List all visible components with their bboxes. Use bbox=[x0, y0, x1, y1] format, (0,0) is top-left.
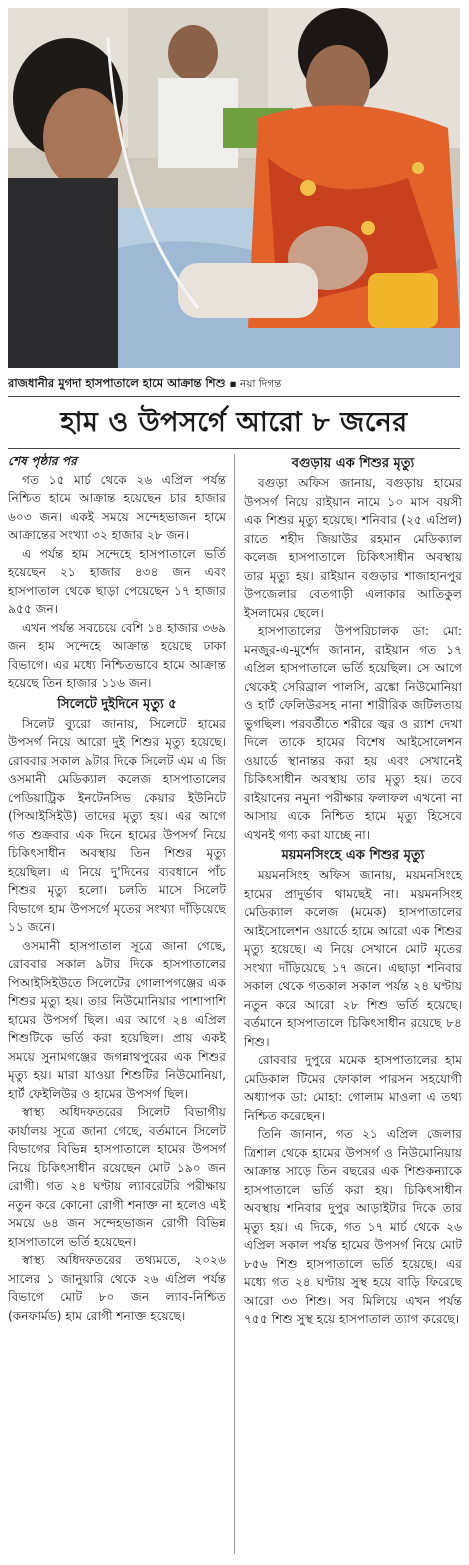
paragraph: সিলেট ব্যুরো জানায়, সিলেটে হামের উপসর্গ নিয়ে আরো দুই শিশুর মৃত্যু হয়েছে। রোববার সকাল ৯টার দিকে সিলেট এম এ জি ওসমানী মেডিক্যাল কলেজ হাসপাতালের পেডিয়াট্রিক ইনটেনসিভ কেয়ার ইউনিটে (পিআইসিইউ) তাদের মৃত্যু হয়। এর আগে গত শুক্রবার এক দিনে হামের উপসর্গ নিয়ে চিকিৎসাধীন অবস্থায় তিন শিশুর মৃত্যু হয়েছিল। এ নিয়ে দু'দিনের ব্যবধানে পাঁচ শিশুর মৃত্যু হলো। চলতি মাসে সিলেট বিভাগে হাম উপসর্গে মৃতের সংখ্যা দাঁড়িয়েছে ১১ জনে। bbox=[8, 716, 226, 934]
paragraph: ওসমানী হাসপাতাল সূত্রে জানা গেছে, রোববার সকাল ৯টার দিকে হাসপাতালের পিআইসিইউতে সিলেটের গোলাপগঞ্জের এক শিশুর মৃত্যু হয়। তার নিউমোনিয়ার পাশাপাশি হামের উপসর্গ ছিল। এর আগে ২৪ এপ্রিল শিশুটিকে ভর্তি করা হয়েছিল। প্রায় একই সময়ে সুনামগঞ্জের জগন্নাথপুরের এক শিশুর মৃত্যু হয়। মারা যাওয়া শিশুটির নিউমোনিয়া, হার্ট ফেইলিউর ও হামের উপসর্গ ছিল। bbox=[8, 938, 226, 1101]
headline: হাম ও উপসর্গে আরো ৮ জনের bbox=[60, 407, 408, 438]
paragraph: গত ১৫ মার্চ থেকে ২৬ এপ্রিল পর্যন্ত নিশ্চিত হামে আক্রান্ত হয়েছেন চার হাজার ৬০৩ জন। একই সময়ে সন্দেহভাজন হামে আক্রান্তের সংখ্যা ৩২ হাজার ২৮ জন। bbox=[8, 472, 226, 542]
paragraph: এ পর্যন্ত হাম সন্দেহে হাসপাতালে ভর্তি হয়েছেন ২১ হাজার ৪৩৪ জন এবং হাসপাতাল থেকে ছাড়া পেয়েছেন ১৭ হাজার ৯৫৫ জন। bbox=[8, 546, 226, 616]
photo-caption bbox=[8, 372, 460, 394]
paragraph: তিনি জানান, গত ২১ এপ্রিল জেলার ত্রিশাল থেকে হামের উপসর্গ ও নিউমোনিয়ায় আক্রান্ত সাড়ে তিন বছরের এক শিশুকন্যাকে হাসপাতালে ভর্তি করা হয়। চিকিৎসাধীন অবস্থায় শনিবার দুপুর আড়াইটার দিকে তার মৃত্যু হয়। এ দিকে, গত ১৭ মার্চ থেকে ২৬ এপ্রিল সকাল পর্যন্ত হামের উপসর্গ নিয়ে মোট ৮৫৬ শিশু হাসপাতালে ভর্তি হয়েছে। এর মধ্যে গত ২৪ ঘণ্টায় সুস্থ হয়ে বাড়ি ফিরেছে আরো ৩৩ শিশু। সব মিলিয়ে এখন পর্যন্ত ৭৫৫ শিশু সুস্থ হয়ে হাসপাতাল ত্যাগ করেছে। bbox=[244, 1127, 462, 1326]
paragraph: রোববার দুপুরে মমেক হাসপাতালের হাম মেডিকাল টিমের ফোকাল পারসন সহযোগী অধ্যাপক ডা: মোহা: গোলাম মাওলা এ তথ্য নিশ্চিত করেছেন। bbox=[244, 1053, 462, 1123]
column-divider bbox=[234, 454, 235, 1554]
continuation-note: শেষ পৃষ্ঠার পর bbox=[8, 454, 77, 468]
caption-source: ▪ নয়া দিগন্ত bbox=[229, 378, 282, 390]
subheading-sylhet: সিলেটে দুইদিনে মৃত্যু ৫ bbox=[57, 696, 177, 712]
subheading-bogura: বগুড়ায় এক শিশুর মৃত্যু bbox=[291, 456, 415, 471]
caption-text: রাজধানীর মুগদা হাসপাতালে হামে আক্রান্ত শিশু bbox=[8, 376, 226, 390]
paragraph: এখন পর্যন্ত সবচেয়ে বেশি ১৪ হাজার ৩৬৯ জন হাম সন্দেহে আক্রান্ত হয়েছে ঢাকা বিভাগে। এর মধ্যে নিশ্চিতভাবে হামে আক্রান্ত হয়েছে তিন হাজার ১১৬ জন। bbox=[8, 620, 226, 690]
right-column bbox=[244, 452, 462, 1560]
left-column bbox=[8, 452, 226, 1560]
news-photo bbox=[8, 8, 460, 368]
paragraph: বগুড়া অফিস জানায়, বগুড়ায় হামের উপসর্গ নিয়ে রাইয়ান নামে ১০ মাস বয়সী এক শিশুর মৃত্যু হয়েছে। শনিবার (২৫ এপ্রিল) রাতে শহীদ জিয়াউর রহমান মেডিক্যাল কলেজ হাসপাতালে চিকিৎসাধীন অবস্থায় তার মৃত্যু হয়। রাইয়ান বগুড়ার শাজাহানপুর উপজেলার বেতগাড়ী এলাকার আতিকুল ইসলামের ছেলে। bbox=[244, 476, 462, 620]
caption-rule bbox=[8, 396, 460, 397]
paragraph: স্বাস্থ্য অধিদফতরের তথ্যমতে, ২০২৬ সালের ১ জানুয়ারি থেকে ২৬ এপ্রিল পর্যন্ত বিভাগে মোট ৮০ জন ল্যাব-নিশ্চিত (কনফার্মড) হাম রোগী শনাক্ত হয়েছে। bbox=[8, 1253, 226, 1323]
subheading-mymensingh: ময়মনসিংহে এক শিশুর মৃত্যু bbox=[281, 848, 425, 863]
paragraph: ময়মনসিংহ অফিস জানায়, ময়মনসিংহে হামের প্রাদুর্ভাব থামছেই না। ময়মনসিংহ মেডিক্যাল কলেজ (মমেক) হাসপাতালের আইসোলেশন ওয়ার্ডে হামে আরো এক শিশুর মৃত্যু হয়েছে। এ নিয়ে সেখানে মোট মৃতের সংখ্যা দাঁড়িয়েছে ১৭ জনে। এছাড়া শনিবার সকাল থেকে গতকাল সকাল পর্যন্ত ২৪ ঘণ্টায় নতুন করে আরো ২৮ শিশু ভর্তি হয়েছে। বর্তমানে হাসপাতালে চিকিৎসাধীন রয়েছে ৮৪ শিশু। bbox=[244, 868, 462, 1049]
headline-rule bbox=[8, 448, 460, 449]
paragraph: হাসপাতালের উপপরিচালক ডা: মো: মনজুর-এ-মুর্শেদ জানান, রাইয়ান গত ১৭ এপ্রিল হাসপাতালে ভর্তি হয়েছিল। সে আগে থেকেই সেরিব্রাল পালসি, ব্রঙ্কো নিউমোনিয়া ও হার্ট ফেলিউরসহ নানা শারীরিক জটিলতায় ভুগছিল। পরবর্তীতে শরীরে জ্বর ও র‍্যাশ দেখা দিলে তাকে হামের বিশেষ আইসোলেশন ওয়ার্ডে স্থানান্তর করা হয় এবং সেখানেই চিকিৎসাধীন অবস্থায় তার মৃত্যু হয়। তবে রাইয়ানের নমুনা পরীক্ষার ফলাফল এখনো না আসায় একে নিশ্চিত হামে মৃত্যু হিসেবে এখনই গণ্য করা যাচ্ছে না। bbox=[244, 624, 462, 842]
paragraph: স্বাস্থ্য অধিদফতরের সিলেট বিভাগীয় কার্যালয় সূত্রে জানা গেছে, বর্তমানে সিলেট বিভাগের বিভিন্ন হাসপাতালে হামের উপসর্গ নিয়ে চিকিৎসাধীন রয়েছেন মোট ১৯০ জন রোগী। গত ২৪ ঘণ্টায় ল্যাবরেটরি পরীক্ষায় নতুন করে কোনো রোগী শনাক্ত না হলেও এই সময়ে ৬৪ জন সন্দেহভাজন রোগী বিভিন্ন হাসপাতালে ভর্তি হয়েছেন। bbox=[8, 1105, 226, 1249]
